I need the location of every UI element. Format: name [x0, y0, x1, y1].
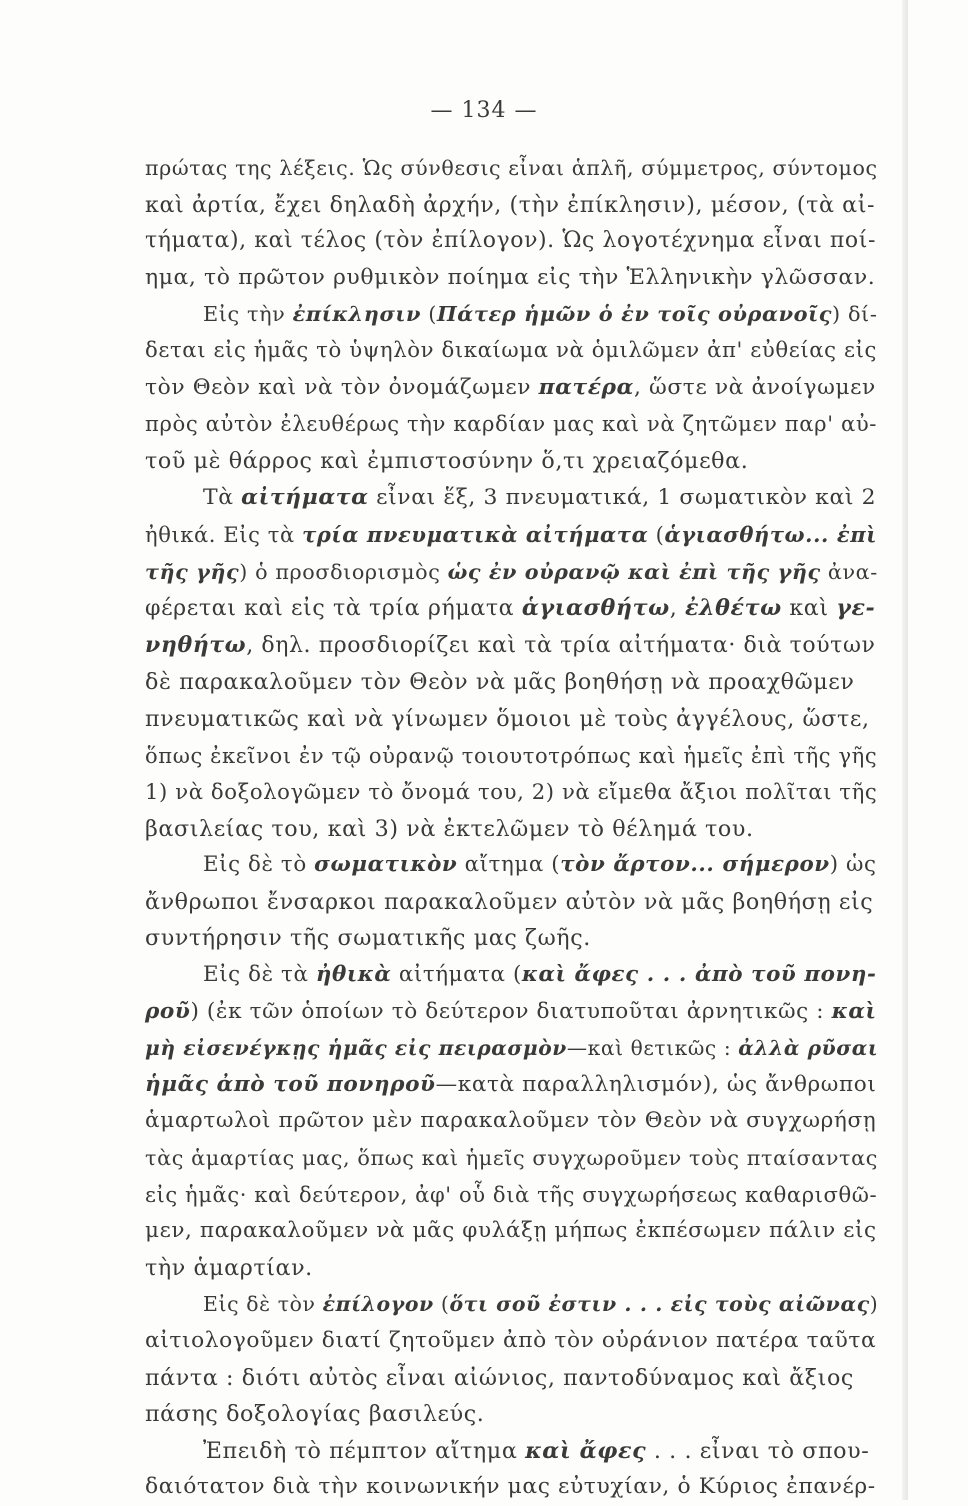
text-line: πρὸς αὐτὸν ἐλευθέρως τὴν καρδίαν μας καὶ νὰ ζητῶμεν παρ' αὐ-: [145, 411, 878, 437]
text-line: τῆς γῆς) ὁ προσδιορισμὸς ὡς ἐν οὐρανῷ καὶ ἐπὶ τῆς γῆς ἀνα-: [145, 559, 878, 584]
body-text: [145, 150, 879, 1506]
paragraph-start-line: Εἰς δὲ τὸν ἐπίλογον (ὅτι σοῦ ἐστιν . . . εἰς τοὺς αἰῶνας): [203, 1292, 879, 1317]
text-line: ημα, τὸ πρῶτον ρυθμικὸν ποίημα εἰς τὴν Ἑλληνικὴν γλῶσσαν.: [145, 264, 876, 290]
paragraph-start-line: Ἐπειδὴ τὸ πέμπτον αἴτημα καὶ ἄφες . . . εἶναι τὸ σπου-: [203, 1437, 870, 1464]
text-line: βασιλείας του, καὶ 3) νὰ ἐκτελῶμεν τὸ θέλημά του.: [145, 815, 754, 842]
text-line: φέρεται καὶ εἰς τὰ τρία ρήματα ἁγιασθήτω, ἐλθέτω καὶ γε-: [145, 595, 876, 622]
text-line: τὴν ἁμαρτίαν.: [145, 1254, 313, 1281]
text-line: συντήρησιν τῆς σωματικῆς μας ζωῆς.: [145, 925, 591, 952]
text-line: ὅπως ἐκεῖνοι ἐν τῷ οὐρανῷ τοιουτοτρόπως καὶ ἡμεῖς ἐπὶ τῆς γῆς: [145, 742, 878, 768]
page-number: — 134 —: [430, 98, 538, 123]
text-line: εἰς ἡμᾶς· καὶ δεύτερον, ἀφ' οὗ διὰ τῆς συγχωρήσεως καθαρισθῶ-: [145, 1181, 878, 1207]
text-line: ἠθικά. Εἰς τὰ τρία πνευματικὰ αἰτήματα (ἁγιασθήτω... ἐπὶ: [145, 521, 877, 547]
text-line: μὴ εἰσενέγκῃς ἡμᾶς εἰς πειρασμὸν—καὶ θετικῶς : ἀλλὰ ρῦσαι: [145, 1036, 879, 1061]
paragraph-start-line: Εἰς τὴν ἐπίκλησιν (Πάτερ ἡμῶν ὁ ἐν τοῖς οὐρανοῖς) δί-: [203, 301, 878, 327]
text-line: τοῦ μὲ θάρρος καὶ ἐμπιστοσύνην ὅ,τι χρειαζόμεθα.: [145, 447, 749, 474]
text-line: πάντα : διότι αὐτὸς εἶναι αἰώνιος, παντοδύναμος καὶ ἄξιος: [145, 1364, 854, 1391]
paragraph-start-line: Τὰ αἰτήματα εἶναι ἕξ, 3 πνευματικά, 1 σωματικὸν καὶ 2: [203, 484, 877, 511]
text-line: τήματα), καὶ τέλος (τὸν ἐπίλογον). Ὡς λογοτέχνημα εἶναι ποί-: [145, 228, 876, 254]
text-line: ροῦ) (ἐκ τῶν ὁποίων τὸ δεύτερον διατυποῦται ἀρνητικῶς : καὶ: [145, 998, 877, 1024]
paragraph-start-line: Εἰς δὲ τὸ σωματικὸν αἴτημα (τὸν ἄρτον... σήμερον) ὡς: [203, 852, 877, 878]
text-line: μεν, παρακαλοῦμεν νὰ μᾶς φυλάξῃ μήπως ἐκπέσωμεν πάλιν εἰς: [145, 1218, 877, 1244]
text-line: δεται εἰς ἡμᾶς τὸ ὑψηλὸν δικαίωμα νὰ ὁμιλῶμεν ἀπ' εὐθείας εἰς: [145, 337, 877, 363]
text-line: πάσης δοξολογίας βασιλεύς.: [145, 1401, 485, 1428]
text-line: τὰς ἁμαρτίας μας, ὅπως καὶ ἡμεῖς συγχωροῦμεν τοὺς πταίσαντας: [145, 1146, 878, 1171]
text-line: αἰτιολογοῦμεν διατί ζητοῦμεν ἀπὸ τὸν οὐράνιον πατέρα ταῦτα: [145, 1328, 877, 1353]
text-line: ἄνθρωποι ἔνσαρκοι παρακαλοῦμεν αὐτὸν νὰ μᾶς βοηθήσῃ εἰς: [145, 888, 874, 915]
paragraph-start-line: Εἰς δὲ τὰ ἠθικὰ αἰτήματα (καὶ ἄφες . . . ἀπὸ τοῦ πονη-: [203, 962, 877, 988]
text-line: ἁμαρτωλοὶ πρῶτον μὲν παρακαλοῦμεν τὸν Θεὸν νὰ συγχωρήσῃ: [145, 1108, 877, 1134]
page-binding-edge: [902, 0, 908, 1500]
text-line: δὲ παρακαλοῦμεν τὸν Θεὸν νὰ μᾶς βοηθήσῃ νὰ προαχθῶμεν: [145, 669, 855, 696]
text-line: 1) νὰ δοξολογῶμεν τὸ ὄνομά του, 2) νὰ εἴμεθα ἄξιοι πολῖται τῆς: [145, 779, 878, 805]
text-line: πρώτας της λέξεις. Ὡς σύνθεσις εἶναι ἁπλῆ, σύμμετρος, σύντομος: [145, 156, 878, 180]
text-line: τὸν Θεὸν καὶ νὰ τὸν ὀνομάζωμεν πατέρα, ὥστε νὰ ἀνοίγωμεν: [145, 374, 876, 400]
text-line: νηθήτω, δηλ. προσδιορίζει καὶ τὰ τρία αἰτήματα· διὰ τούτων: [145, 631, 876, 658]
text-line: καὶ ἀρτία, ἔχει δηλαδὴ ἀρχήν, (τὴν ἐπίκλησιν), μέσον, (τὰ αἰ-: [145, 191, 876, 218]
text-line: δαιότατον διὰ τὴν κοινωνικήν μας εὐτυχίαν, ὁ Κύριος ἐπανέρ-: [145, 1474, 876, 1500]
text-line: πνευματικῶς καὶ νὰ γίνωμεν ὅμοιοι μὲ τοὺς ἀγγέλους, ὥστε,: [145, 705, 870, 732]
text-line: ἡμᾶς ἀπὸ τοῦ πονηροῦ—κατὰ παραλληλισμόν), ὡς ἄνθρωποι: [145, 1071, 877, 1097]
